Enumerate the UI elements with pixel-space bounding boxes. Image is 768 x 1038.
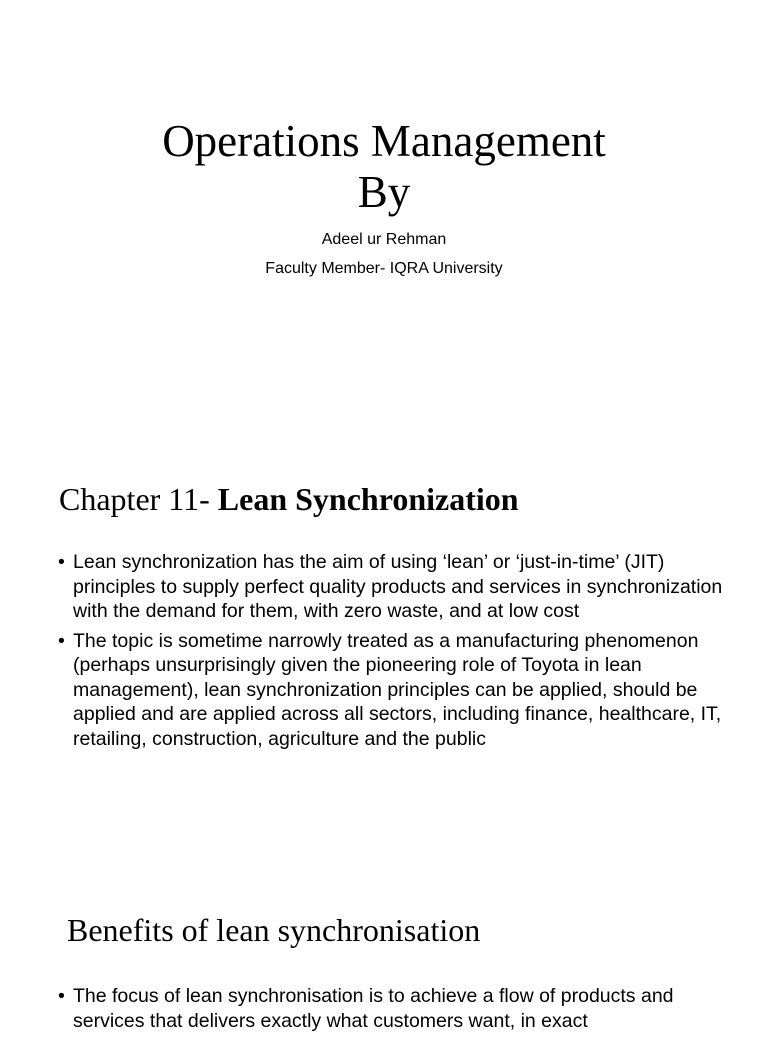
author-affiliation: Faculty Member- IQRA University — [265, 260, 503, 277]
slide-title-by: By — [357, 167, 411, 217]
list-item — [58, 629, 726, 752]
title-slide — [0, 0, 768, 420]
slide-title: Operations Management — [162, 116, 606, 166]
benefits-bullet-list — [58, 984, 726, 1038]
bullet-icon: • — [58, 551, 65, 573]
bullet-text: The topic is sometime narrowly treated as a manufacturing phenomenon (perhaps unsurprisingly given the pioneering role of Toyota in lean management), lean synchronization principles can be applied, should be applied and are applied across all sectors, including finance, healthcare, IT, retailing, construction, agriculture and the public — [73, 629, 722, 750]
chapter-heading-topic: Lean Synchronization — [217, 481, 519, 517]
list-item — [58, 550, 726, 624]
bullet-text: The focus of lean synchronisation is to achieve a flow of products and services that delivers exactly what customers want, in exact — [73, 985, 674, 1032]
benefits-heading: Benefits of lean synchronisation — [67, 912, 481, 948]
list-item — [58, 984, 726, 1033]
bullet-icon: • — [58, 985, 65, 1007]
chapter-heading-prefix: Chapter 11- — [59, 481, 218, 517]
author-name: Adeel ur Rehman — [321, 231, 447, 248]
bullet-icon: • — [58, 629, 65, 652]
chapter-heading — [59, 479, 519, 519]
chapter-bullet-list — [58, 550, 726, 756]
bullet-text: Lean synchronization has the aim of using ‘lean’ or ‘just-in-time’ (JIT) principles to supply perfect quality products and services in synchronization with the demand for them, with zero waste, and at low cost — [73, 551, 723, 622]
